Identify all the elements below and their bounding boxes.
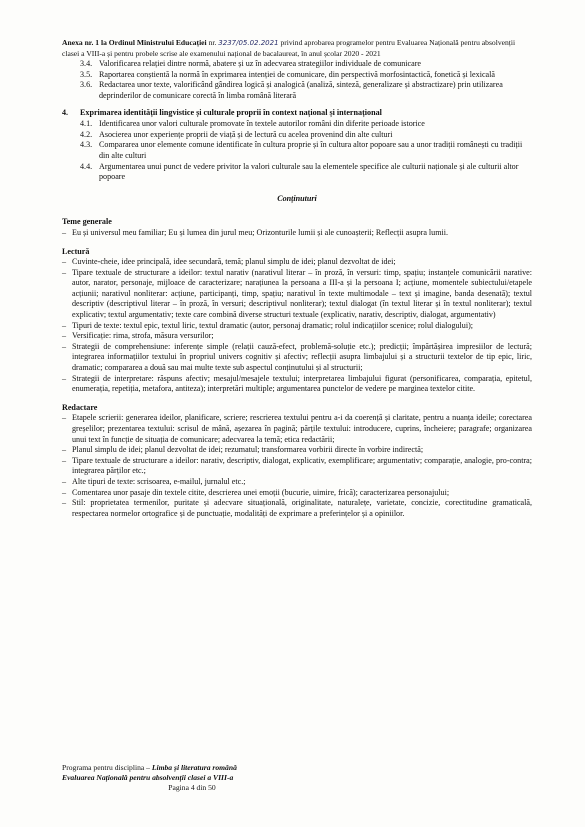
content-item bbox=[62, 456, 532, 477]
order-number-label: nr. bbox=[208, 38, 217, 47]
item-number: 4.2. bbox=[80, 129, 93, 139]
dash-marker: – bbox=[62, 331, 67, 341]
teme-heading: Teme generale bbox=[62, 217, 112, 227]
dash-marker: – bbox=[62, 476, 67, 486]
footer-program-prefix: Programa pentru disciplina – bbox=[62, 763, 152, 772]
content-item-text: Etapele scrierii: generarea ideilor, planificare, scriere; rescrierea textului pentru a-i da coerență și claritate, pentru a nuanța ideile; corectarea greșelilor; prezentarea textului: scrisul de mână, așezarea în pagină; părțile textului: introducere, cuprins, încheiere; paragrafe; organizarea unui text în funcție de situația de comunicare; adecvarea la temă; etica redactării; bbox=[72, 413, 532, 444]
footer-subject: Limba și literatura română bbox=[151, 763, 237, 772]
content-item-text: Cuvinte-cheie, idee principală, idee secundară, temă; planul simplu de idei; planul dezvoltat de idei; bbox=[72, 257, 396, 267]
document-header bbox=[62, 38, 532, 58]
dash-marker: – bbox=[62, 341, 67, 351]
dash-marker: – bbox=[62, 455, 67, 465]
content-item bbox=[62, 374, 532, 395]
content-item bbox=[62, 321, 532, 332]
dash-marker: – bbox=[62, 257, 67, 267]
dash-marker: – bbox=[62, 445, 67, 455]
item-number: 3.5. bbox=[80, 69, 93, 79]
handwritten-order-number: 3237/05.02.2021 bbox=[218, 39, 279, 47]
item-number: 4.1. bbox=[80, 119, 93, 129]
dash-marker: – bbox=[62, 373, 67, 383]
content-item bbox=[62, 268, 532, 321]
competence-item bbox=[80, 80, 532, 101]
item-text: Redactarea unor texte, valorificând gândirea logică și analogică (analiză, sinteză, generalizare și abstractizare) prin utilizarea deprinderilor de comunicare corectă în limba română literară bbox=[99, 80, 503, 100]
competence-item bbox=[80, 162, 532, 183]
content-item bbox=[62, 228, 532, 239]
item-text: Asocierea unor experiențe proprii de viață și de lectură cu acelea provenind din alte culturi bbox=[99, 129, 393, 139]
page-number: Pagina 4 din 50 bbox=[168, 782, 216, 792]
content-item-text: Stil: proprietatea termenilor, puritate și adecvare situațională, originalitate, naturalețe, varietate, concizie, corectitudine gramaticală, respectarea normelor ortografice și de punctuație, modalități de exprimare a preferințelor și a opiniilor. bbox=[72, 498, 532, 518]
redactare-heading: Redactare bbox=[62, 402, 98, 412]
section-4-title: 4. Exprimarea identității lingvistice și culturale proprii în context național și internațional bbox=[62, 107, 382, 117]
content-item bbox=[62, 342, 532, 374]
item-number: 3.6. bbox=[80, 80, 93, 90]
dash-marker: – bbox=[62, 320, 67, 330]
content-item bbox=[62, 498, 532, 519]
dash-marker: – bbox=[62, 227, 67, 237]
document-footer bbox=[62, 763, 322, 792]
document-page bbox=[62, 38, 532, 519]
footer-exam: Evaluarea Națională pentru absolvenții clasei a VIII-a bbox=[62, 772, 234, 782]
redactare-list bbox=[62, 413, 532, 519]
item-number: 4.4. bbox=[80, 161, 93, 171]
dash-marker: – bbox=[62, 413, 67, 423]
content-item-text: Planul simplu de idei; planul dezvoltat de idei; rezumatul; transformarea vorbirii directe în vorbire indirectă; bbox=[72, 445, 424, 455]
content-item-text: Strategii de interpretare: răspuns afectiv; mesajul/mesajele textului; interpretarea limbajului figurat (personificarea, comparația, epitetul, enumerația, repetiția, metafora, antiteza); interpretări multiple; argumentarea punctelor de vedere pe marginea textelor citite. bbox=[72, 373, 532, 394]
item-number: 4.3. bbox=[80, 140, 93, 150]
annex-prefix: Anexa nr. 1 la Ordinul Ministrului Educației bbox=[62, 38, 207, 47]
content-item-text: Tipuri de texte: textul epic, textul liric, textul dramatic (autor, personaj dramatic; rolul indicațiilor scenice; rolul dialogului); bbox=[72, 320, 474, 330]
competence-item bbox=[80, 119, 532, 130]
lectura-heading: Lectură bbox=[62, 246, 90, 256]
teme-list bbox=[62, 228, 532, 239]
content-item-text: Alte tipuri de texte: scrisoarea, e-mailul, jurnalul etc.; bbox=[72, 476, 246, 486]
item-text: Raportarea conștientă la normă în exprimarea intenției de comunicare, din perspectivă morfosintactică, fonetică și lexicală bbox=[99, 69, 495, 79]
content-item bbox=[62, 331, 532, 342]
content-item-text: Comentarea unor pasaje din textele citite, descrierea unei emoții (bucurie, uimire, frică); caracterizarea personajului; bbox=[72, 487, 450, 497]
competence-item bbox=[80, 130, 532, 141]
competence-item bbox=[80, 140, 532, 161]
content-item bbox=[62, 477, 532, 488]
content-item bbox=[62, 257, 532, 268]
competence-list-4 bbox=[80, 119, 532, 183]
content-item bbox=[62, 445, 532, 456]
item-text: Argumentarea unui punct de vedere privitor la valori culturale sau la elementele specifice ale culturii naționale și ale culturii altor popoare bbox=[99, 161, 519, 182]
competence-list-3 bbox=[80, 59, 532, 101]
content-item-text: Tipare textuale de structurare a ideilor: textul narativ (narativul literar – în proză, în versuri: timp, spațiu; instanțele comunicării narative: autor, narator, personaje, mijloace de caracterizare; narațiunea la persoana a III-a și la persoana I; acțiune, momentele subiectului/etapele acțiunii; narativul nonliterar: acțiune, participanți, timp, spațiu; narativul în texte multimodale – text și imagine, banda desenată); textul descriptiv (descriptivul literar – în proză, în versuri; descriptivul nonliterar); textul dialogat (în textul literar și în textul nonliterar); textul explicativ; textul argumentativ; texte care combină diverse structuri textuale (explicativ, narativ, descriptiv, dialogat, argumentativ) bbox=[72, 267, 532, 320]
dash-marker: – bbox=[62, 487, 67, 497]
item-text: Valorificarea relației dintre normă, abatere și uz în adecvarea strategiilor individuale de comunicare bbox=[99, 59, 422, 69]
content-item-text: Strategii de comprehensiune: inferențe simple (relații cauză-efect, problemă-soluție etc.); predicții; împărtășirea impresiilor de lectură; integrarea informațiilor textului în propriul univers cognitiv și afectiv; reflecții asupra limbajului și a structurii textelor de tip epic, liric, dramatic; compararea a două sau mai multe texte sub aspectul conținutului și al structurii; bbox=[72, 341, 532, 373]
content-item-text: Versificație: rima, strofa, măsura versurilor; bbox=[72, 331, 214, 341]
item-text: Identificarea unor valori culturale promovate în textele autorilor români din diferite perioade istorice bbox=[99, 119, 425, 129]
competence-item bbox=[80, 59, 532, 70]
item-text: Compararea unor elemente comune identificate în cultura proprie și în cultura altor popoare sau a unor tradiții românești cu tradiții din alte culturi bbox=[99, 140, 523, 160]
content-item bbox=[62, 488, 532, 499]
content-item-text: Tipare textuale de structurare a ideilor: narativ, descriptiv, dialogat, explicativ, exemplificare; argumentativ; comparație, analogie, pro-contra; integrarea părților etc.; bbox=[72, 455, 532, 476]
content-item bbox=[62, 413, 532, 445]
content-item-text: Eu și universul meu familiar; Eu și lumea din jurul meu; Orizonturile lumii și ale cunoașterii; Reflecții asupra lumii. bbox=[72, 227, 449, 237]
dash-marker: – bbox=[62, 498, 67, 508]
dash-marker: – bbox=[62, 267, 67, 277]
header-text: privind aprobarea programelor pentru Evaluarea Națională pentru absolvenții clasei a VIII-a și pentru probele scrise ale examenului național de bacalaureat, în anul școlar 2020 - 2021 bbox=[62, 38, 516, 58]
lectura-list bbox=[62, 257, 532, 395]
contents-heading: Conținuturi bbox=[277, 193, 317, 203]
item-number: 3.4. bbox=[80, 59, 93, 69]
competence-item bbox=[80, 70, 532, 81]
